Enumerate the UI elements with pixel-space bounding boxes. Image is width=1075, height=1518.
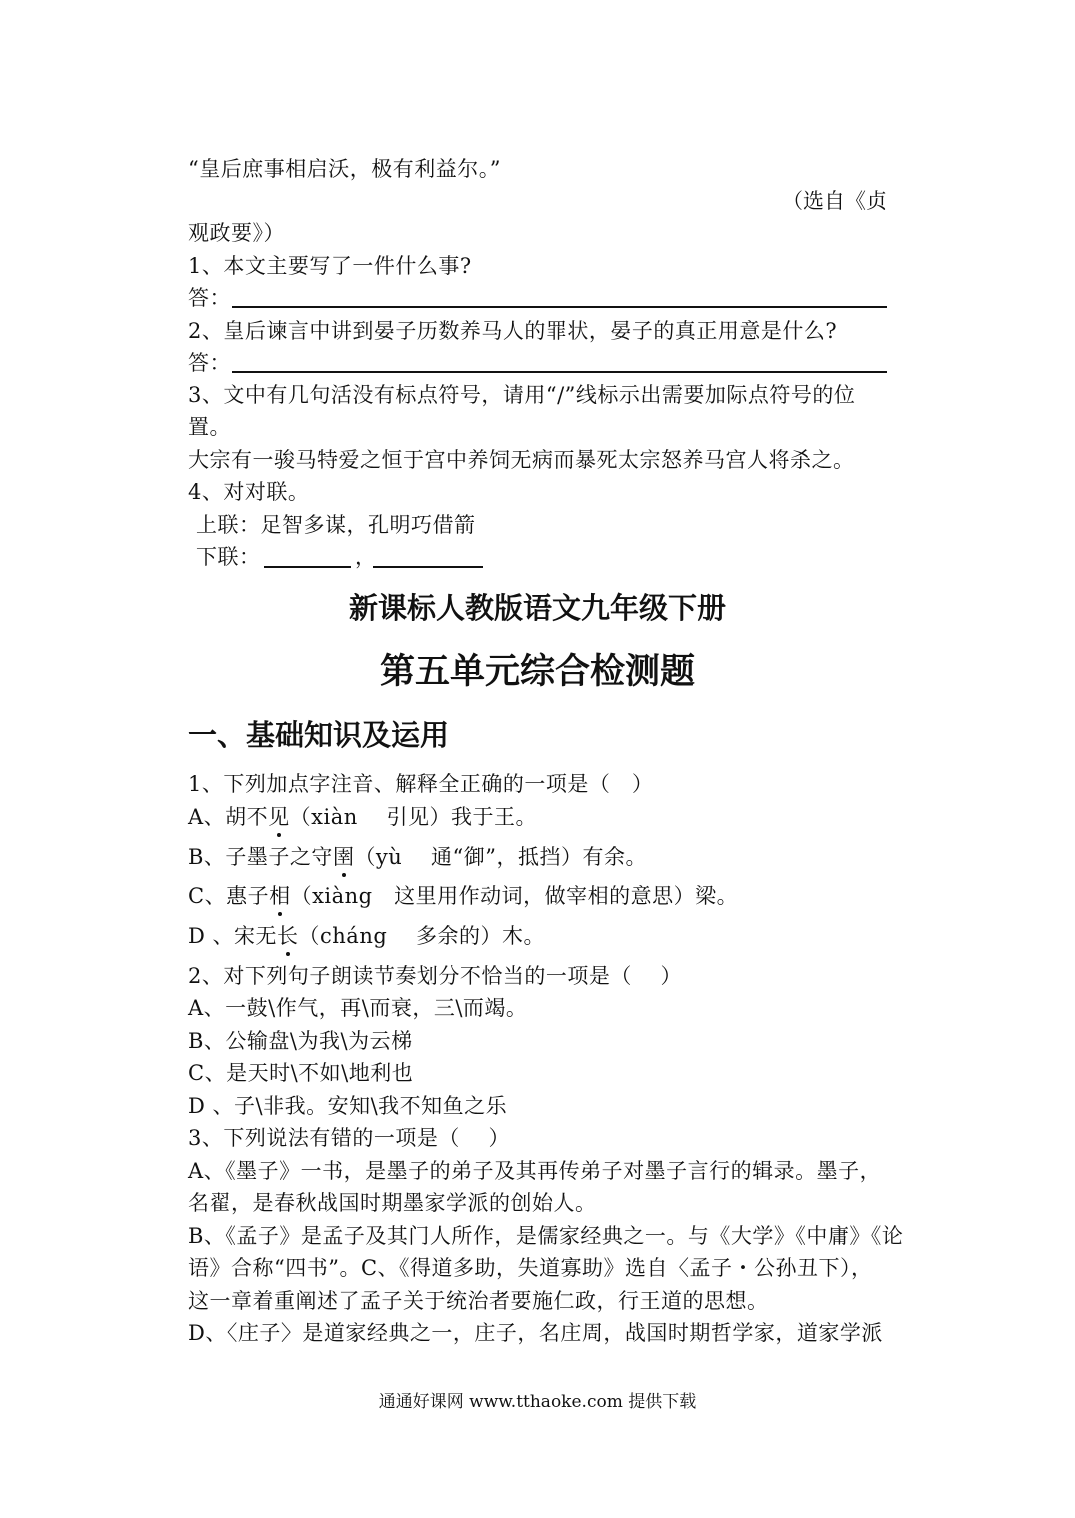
q1-c-dotted-char: 相 [269, 884, 291, 908]
passage-end-quote: “皇后庶事相启沃，极有利益尔。” [188, 157, 501, 181]
page-footer: 通通好课网 www.tthaoke.com 提供下载 [378, 1392, 697, 1412]
couplet-upper: 上联：足智多谋，孔明巧借箭 [196, 513, 476, 537]
q2-option-c: C、是天时\不如\地利也 [188, 1061, 414, 1085]
question-2-text: 2、皇后谏言中讲到晏子历数养马人的罪状，晏子的真正用意是什么? [188, 319, 838, 343]
answer-2-line [232, 371, 887, 373]
passage-source-part2: 观政要》） [188, 221, 285, 245]
answer-2-label: 答： [188, 351, 231, 375]
q1-b-post: （yù 通“御”，抵挡）有余。 [354, 845, 647, 869]
answer-1-label: 答： [188, 286, 231, 310]
q1-c-pre: C、惠子 [188, 884, 270, 908]
q1-b-pre: B、子墨子之守 [188, 845, 333, 869]
question-3-sentence: 大宗有一骏马特爱之恒于宫中养饲无病而暴死太宗怒养马宫人将杀之。 [188, 448, 855, 472]
q1-option-d [188, 922, 545, 950]
couplet-lower-blank2 [373, 566, 483, 568]
q2-option-a: A、一鼓\作气，再\而衰，三\而竭。 [188, 996, 528, 1020]
title-test: 第五单元综合检测题 [379, 652, 695, 692]
q3-stem: 3、下列说法有错的一项是（ ） [188, 1126, 511, 1150]
q3-option-d-line1: D、〈庄子〉是道家经典之一，庄子，名庄周，战国时期哲学家，道家学派 [188, 1321, 883, 1345]
q1-b-dotted-char: 圉 [332, 845, 355, 869]
q1-a-dotted-char: 见 [268, 805, 290, 829]
question-3-text-line1: 3、文中有几句活没有标点符号，请用“/”线标示出需要加际点符号的位 [188, 383, 856, 407]
couplet-lower-separator: ， [355, 545, 377, 569]
q1-d-dotted-char: 长 [277, 924, 299, 948]
passage-source-part1: （选自《贞 [782, 189, 887, 213]
q3-option-a-line2: 名翟，是春秋战国时期墨家学派的创始人。 [188, 1191, 597, 1215]
q1-d-pre: D 、宋无 [188, 924, 278, 948]
q3-option-b-line2: 语》合称“四书”。C、《得道多助，失道寡助》选自〈孟子・公孙丑下）， [188, 1256, 873, 1280]
couplet-lower-label: 下联： [196, 545, 261, 569]
q3-option-b-line3: 这一章着重阐述了孟子关于统治者要施仁政，行王道的思想。 [188, 1289, 769, 1313]
question-4-text: 4、对对联。 [188, 480, 310, 504]
q2-option-d: D 、子\非我。安知\我不知鱼之乐 [188, 1094, 508, 1118]
q3-option-a-line1: A、《墨子》一书，是墨子的弟子及其再传弟子对墨子言行的辑录。墨子， [188, 1159, 882, 1183]
q1-option-c [188, 882, 738, 910]
couplet-lower-blank1 [264, 566, 351, 568]
q1-option-a [188, 803, 537, 831]
q1-d-post: （cháng 多余的）木。 [298, 924, 545, 948]
question-1-text: 1、本文主要写了一件什么事? [188, 254, 472, 278]
q1-option-b [188, 843, 647, 871]
q1-stem: 1、下列加点字注音、解释全正确的一项是（ ） [188, 772, 654, 796]
q2-option-b: B、公输盘\为我\为云梯 [188, 1029, 413, 1053]
title-textbook: 新课标人教版语文九年级下册 [348, 591, 726, 625]
section-1-heading: 一、基础知识及运用 [188, 718, 450, 752]
q1-a-pre: A、胡不 [188, 805, 269, 829]
q1-a-post: （xiàn 引见）我于王。 [289, 805, 537, 829]
q3-option-b-line1: B、《孟子》是孟子及其门人所作，是儒家经典之一。与《大学》《中庸》《论 [188, 1224, 904, 1248]
q1-c-post: （xiàng 这里用作动词，做宰相的意思）梁。 [290, 884, 739, 908]
question-3-text-line2: 置。 [188, 415, 231, 439]
answer-1-line [232, 306, 887, 308]
q2-stem: 2、对下列句子朗读节奏划分不恰当的一项是（ ） [188, 964, 683, 988]
